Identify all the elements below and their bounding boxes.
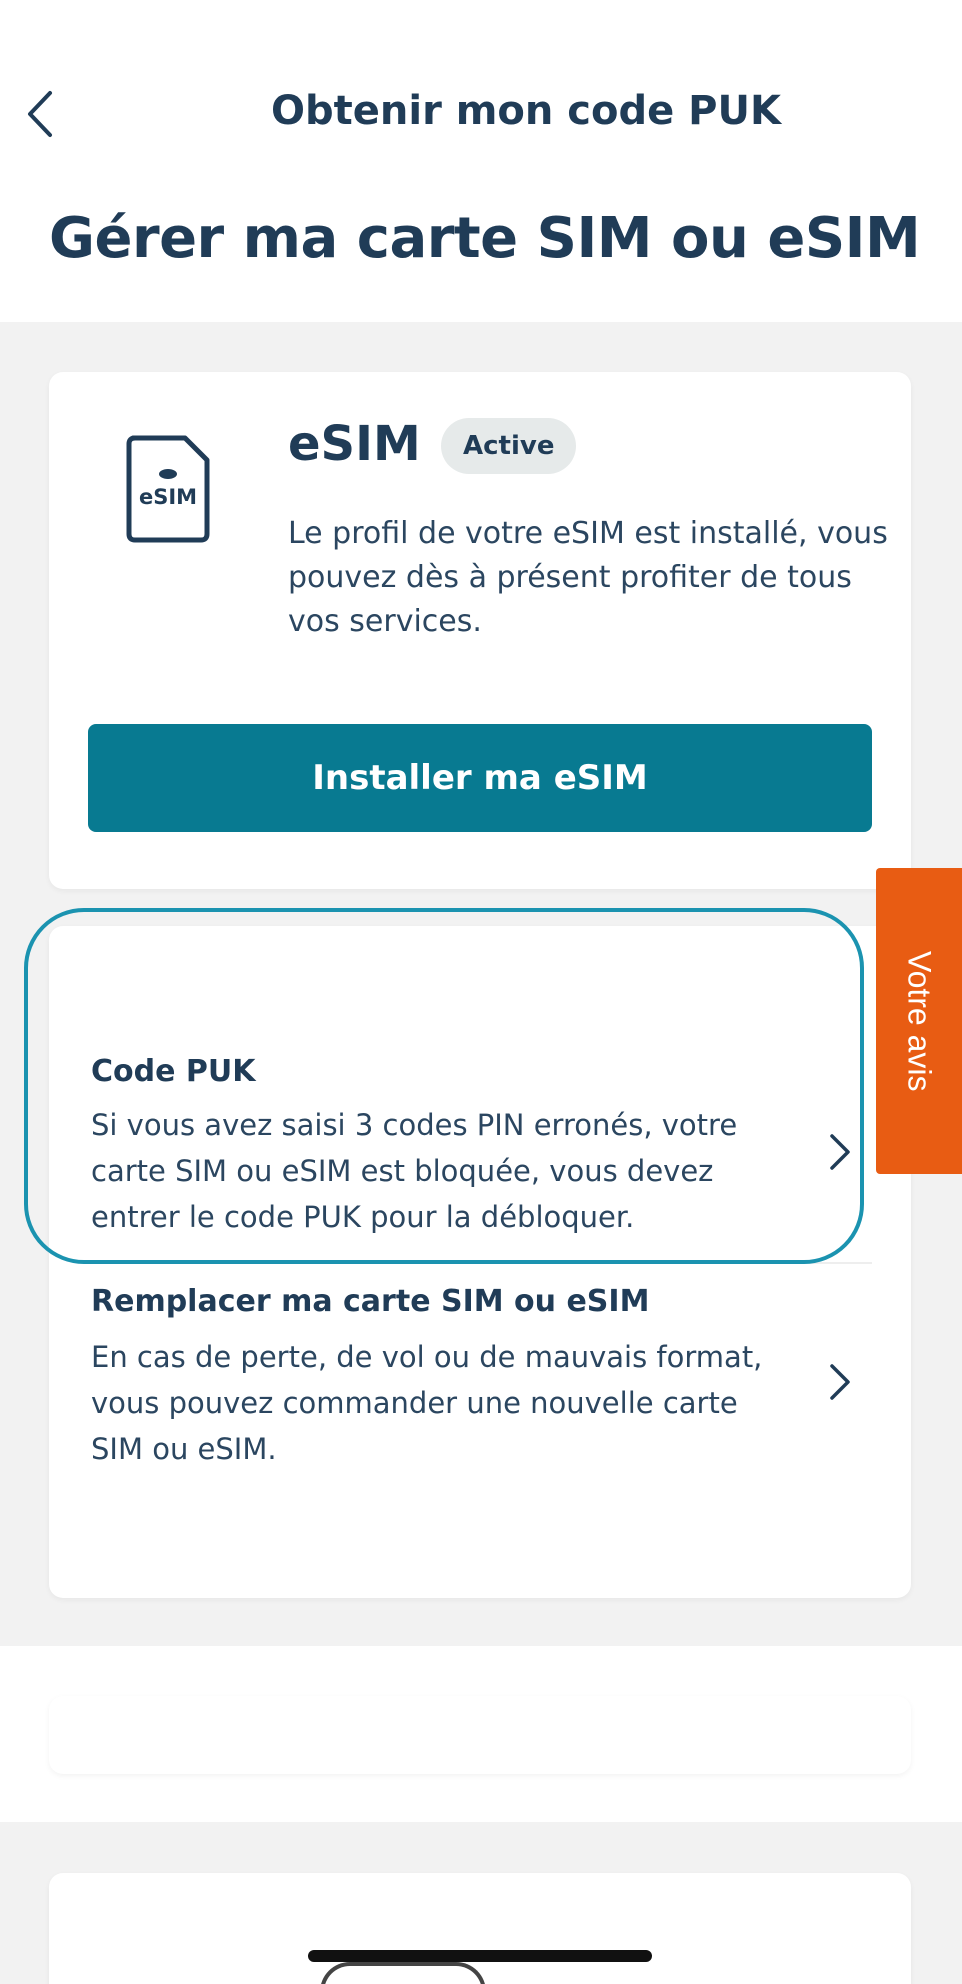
install-esim-button[interactable]: Installer ma eSIM bbox=[88, 724, 872, 832]
puk-code-item[interactable] bbox=[49, 962, 911, 1262]
puk-code-description: Si vous avez saisi 3 codes PIN erronés, votre carte SIM ou eSIM est bloquée, vous devez entrer le code PUK pour la débloquer. bbox=[91, 1108, 738, 1234]
esim-description: Le profil de votre eSIM est installé, vous pouvez dès à présent profiter de tous vos services. bbox=[288, 516, 888, 639]
home-indicator[interactable] bbox=[308, 1950, 652, 1962]
feedback-label: Votre avis bbox=[901, 950, 938, 1092]
replace-sim-description: En cas de perte, de vol ou de mauvais format, vous pouvez commander une nouvelle carte SIM ou eSIM. bbox=[91, 1340, 763, 1466]
feedback-tab[interactable] bbox=[876, 868, 962, 1174]
replace-sim-item[interactable] bbox=[49, 1262, 911, 1562]
empty-card bbox=[49, 1696, 911, 1774]
sim-icon-label: eSIM bbox=[138, 485, 198, 509]
replace-sim-title: Remplacer ma carte SIM ou eSIM bbox=[91, 1284, 650, 1319]
sim-actions-card bbox=[49, 926, 911, 1598]
header bbox=[0, 0, 962, 322]
chevron-right-icon bbox=[827, 1132, 853, 1172]
page-title: Gérer ma carte SIM ou eSIM bbox=[49, 206, 921, 271]
status-badge: Active bbox=[441, 418, 576, 474]
puk-code-title: Code PUK bbox=[91, 1054, 256, 1089]
esim-title: eSIM bbox=[288, 416, 421, 472]
esim-card bbox=[49, 372, 911, 889]
device-illustration bbox=[320, 1962, 486, 1984]
sim-card-icon bbox=[123, 434, 213, 544]
chevron-right-icon bbox=[827, 1362, 853, 1402]
nav-title: Obtenir mon code PUK bbox=[271, 88, 781, 134]
bottom-card bbox=[49, 1873, 911, 1984]
